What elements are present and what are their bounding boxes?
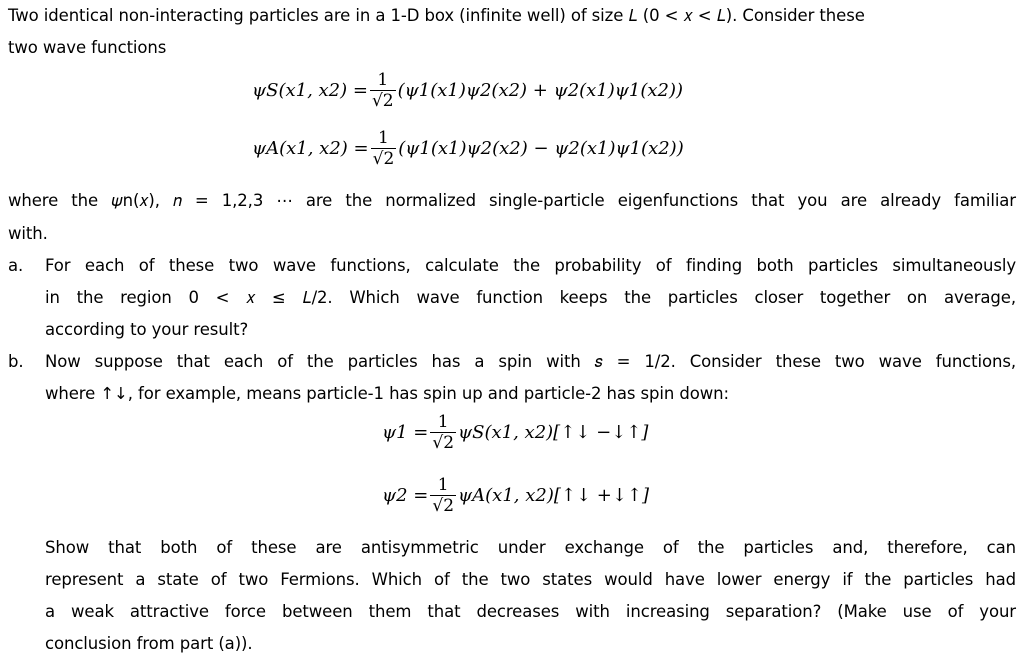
psi-1-rhs: 𝜓S(𝑥1, 𝑥2)[↑↓ −↓↑] — [458, 422, 649, 443]
fraction-denominator: √2 — [432, 496, 455, 516]
equation-psi-2 — [382, 475, 649, 516]
fraction-denominator: √2 — [372, 149, 395, 169]
fraction-denominator: √2 — [371, 91, 394, 111]
part-b-line-1: Now suppose that each of the particles has a spin with 𝑠 = 1/2. Consider these two wave functions, — [45, 352, 1016, 371]
fraction-numerator: 1 — [378, 128, 389, 148]
part-a-line-2: in the region 0 < 𝑥 ≤ 𝐿/2. Which wave function keeps the particles closer together on average, — [45, 288, 1016, 307]
part-a-line-3: according to your result? — [45, 320, 249, 339]
fraction-one-over-root-two — [430, 475, 456, 516]
fraction-one-over-root-two — [430, 412, 456, 453]
fraction-numerator: 1 — [437, 412, 449, 432]
fraction-one-over-root-two — [371, 128, 397, 169]
part-b-marker: b. — [8, 352, 24, 371]
psi-s-rhs: (𝜓1(𝑥1)𝜓2(𝑥2) + 𝜓2(𝑥1)𝜓1(𝑥2)) — [397, 80, 684, 101]
psi-s-lhs: 𝜓S(𝑥1, 𝑥2) = — [252, 80, 368, 101]
part-b-line-2: where ↑↓, for example, means particle-1 has spin up and particle-2 has spin down: — [45, 384, 729, 403]
part-a-line-1: For each of these two wave functions, calculate the probability of finding both particles simultaneously — [45, 256, 1016, 275]
where-line-2: with. — [8, 224, 48, 243]
part-b-after-line-2: represent a state of two Fermions. Which of the two states would have lower energy if the particles had — [45, 570, 1016, 589]
equation-psi-1 — [382, 412, 648, 453]
psi-a-rhs: (𝜓1(𝑥1)𝜓2(𝑥2) − 𝜓2(𝑥1)𝜓1(𝑥2)) — [398, 138, 684, 159]
equation-psi-s — [252, 70, 683, 111]
equation-psi-a — [252, 128, 684, 169]
part-b-after-line-1: Show that both of these are antisymmetric under exchange of the particles and, therefore, can — [45, 538, 1016, 557]
intro-line-1: Two identical non-interacting particles are in a 1-D box (infinite well) of size 𝐿 (0 < 𝑥 < 𝐿). Consider these — [8, 6, 865, 25]
psi-2-rhs: 𝜓A(𝑥1, 𝑥2)[↑↓ +↓↑] — [458, 485, 650, 506]
fraction-one-over-root-two — [370, 70, 396, 111]
fraction-numerator: 1 — [437, 475, 449, 495]
part-b-after-line-4: conclusion from part (a)). — [45, 634, 253, 653]
intro-line-2: two wave functions — [8, 38, 167, 57]
part-b-after-line-3: a weak attractive force between them that decreases with increasing separation? (Make use of your — [45, 602, 1016, 621]
psi-1-lhs: 𝜓1 = — [382, 422, 429, 443]
fraction-numerator: 1 — [377, 70, 389, 90]
psi-2-lhs: 𝜓2 = — [382, 485, 429, 506]
psi-a-lhs: 𝜓A(𝑥1, 𝑥2) = — [252, 138, 369, 159]
part-a-marker: a. — [8, 256, 24, 275]
where-line-1: where the 𝜓n(𝑥), 𝑛 = 1,2,3 ⋯ are the normalized single-particle eigenfunctions that you are already familiar — [8, 191, 1016, 210]
fraction-denominator: √2 — [432, 433, 455, 453]
